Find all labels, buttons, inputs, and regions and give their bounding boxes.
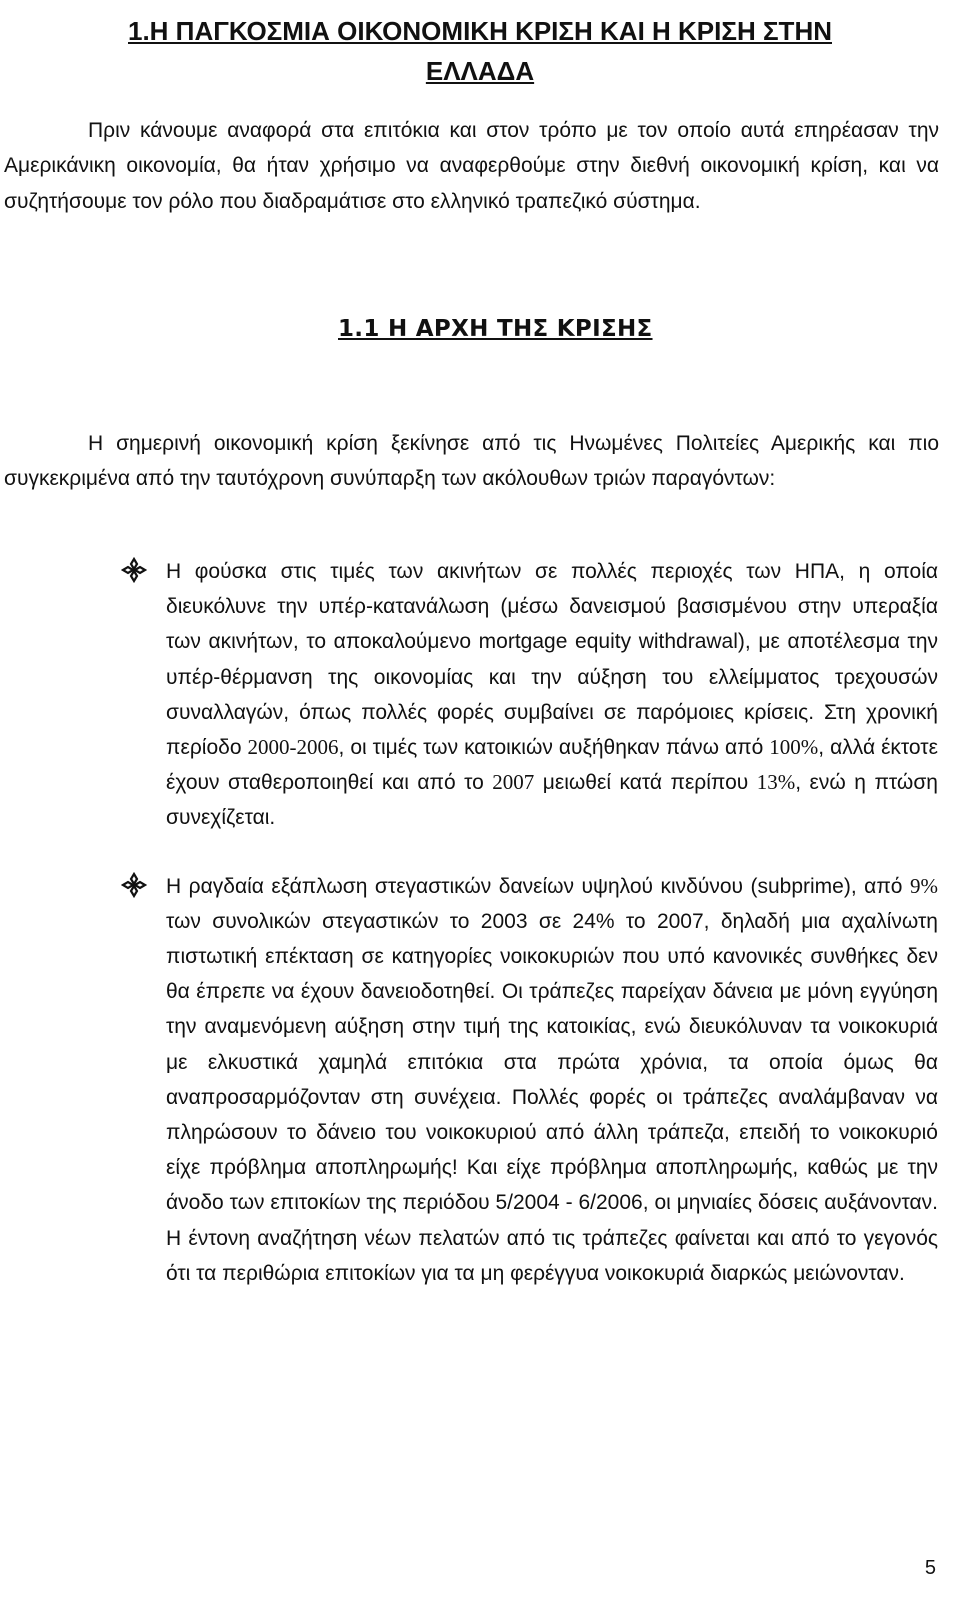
chapter-title-line-2: ΕΛΛΑΔΑ: [425, 56, 535, 87]
section-paragraph: Η σημερινή οικονομική κρίση ξεκίνησε από τις Ηνωμένες Πολιτείες Αμερικής και πιο συγκεκριμένα από την ταυτόχρονη συνύπαρξη των ακόλουθων τριών παραγόντων:: [4, 432, 939, 491]
bullet-text: , οι τιμές των κατοικιών αυξήθηκαν πάνω από: [338, 736, 770, 760]
bullet-text: , αλλά έκτοτε έχουν σταθεροποιηθεί και από το: [166, 736, 938, 795]
bullet-number: 9%: [910, 873, 938, 898]
intro-text: Πριν κάνουμε αναφορά στα επιτόκια και στον τρόπο με τον οποίο αυτά επηρέασαν την Αμερικάνικη οικονομία, θα ήταν χρήσιμο να αναφερθούμε στην διεθνή οικονομική κρίση, και να συζητήσουμε τον ρόλο που διαδραμάτισε στο ελληνικό τραπεζικό σύστημα.: [4, 119, 939, 213]
chapter-title: [0, 11, 960, 91]
bullet-number: 13%: [756, 770, 796, 795]
bullet-list: [0, 554, 960, 1291]
bullet-text: Η φούσκα στις τιμές των ακινήτων σε πολλές περιοχές των ΗΠΑ, η οποία διευκόλυνε την υπέρ-κατανάλωση (μέσω δανεισμού βασισμένου στην υπεραξία των ακινήτων, το αποκαλούμενο mortgage equity withdrawal), με αποτέλεσμα την υπέρ-θέρμανση της οικονομίας και την αύξηση του ελλείμματος τρεχουσών συναλλαγών, όπως πολλές φορές συμβαίνει σε παρόμοιες κρίσεις. Στη χρονική περίοδο: [166, 560, 938, 760]
intro-paragraph: [4, 113, 939, 219]
diamond-bullet-icon: [121, 557, 147, 583]
bullet-text: μειωθεί κατά περίπου: [534, 771, 757, 795]
chapter-title-line-1: 1.Η ΠΑΓΚΟΣΜΙΑ ΟΙΚΟΝΟΜΙΚΗ ΚΡΙΣΗ ΚΑΙ Η ΚΡΙΣΗ ΣΤΗΝ: [128, 16, 832, 47]
section-heading: 1.1 Η ΑΡΧΗ ΤΗΣ ΚΡΙΣΗΣ: [338, 316, 653, 342]
bullet-item-housing-bubble: [166, 554, 938, 836]
bullet-number: 100%: [769, 735, 819, 760]
bullet-item-subprime-loans: [166, 869, 938, 1291]
bullet-text: Η ραγδαία εξάπλωση στεγαστικών δανείων υψηλού κινδύνου (subprime), από: [166, 874, 910, 898]
bullet-text: , ενώ η πτώση συνεχίζεται.: [166, 771, 938, 830]
bullet-number: 2007: [492, 770, 535, 795]
diamond-bullet-icon: [121, 872, 147, 898]
page-number: 5: [924, 1557, 936, 1579]
bullet-number: 2000-2006: [247, 735, 339, 760]
bullet-text: των συνολικών στεγαστικών το 2003 σε 24% το 2007, δηλαδή μια αχαλίνωτη πιστωτική επέκταση σε κατηγορίες νοικοκυριών που υπό κανονικές συνθήκες δεν θα έπρεπε να έχουν δανειοδοτηθεί. Οι τράπεζες παρείχαν δάνεια με μόνη εγγύηση την αναμενόμενη αύξηση στην τιμή της κατοικίας, ενώ διευκόλυναν τα νοικοκυριά με ελκυστικά χαμηλά επιτόκια στα πρώτα χρόνια, τα οποία όμως θα αναπροσαρμόζονταν στη συνέχεια. Πολλές φορές οι τράπεζες αναλάμβαναν να πληρώσουν το δάνειο του νοικοκυριού από άλλη τράπεζα, επειδή το νοικοκυριό είχε πρόβλημα αποπληρωμής! Και είχε πρόβλημα αποπληρωμής, καθώς με την άνοδο των επιτοκίων της περιόδου 5/2004 - 6/2006, οι μηνιαίες δόσεις αυξάνονταν. Η έντονη αναζήτηση νέων πελατών από τις τράπεζες φαίνεται και από το γεγονός ότι τα περιθώρια επιτοκίων για τα μη φερέγγυα νοικοκυριά διαρκώς μειώνονταν.: [166, 909, 938, 1285]
